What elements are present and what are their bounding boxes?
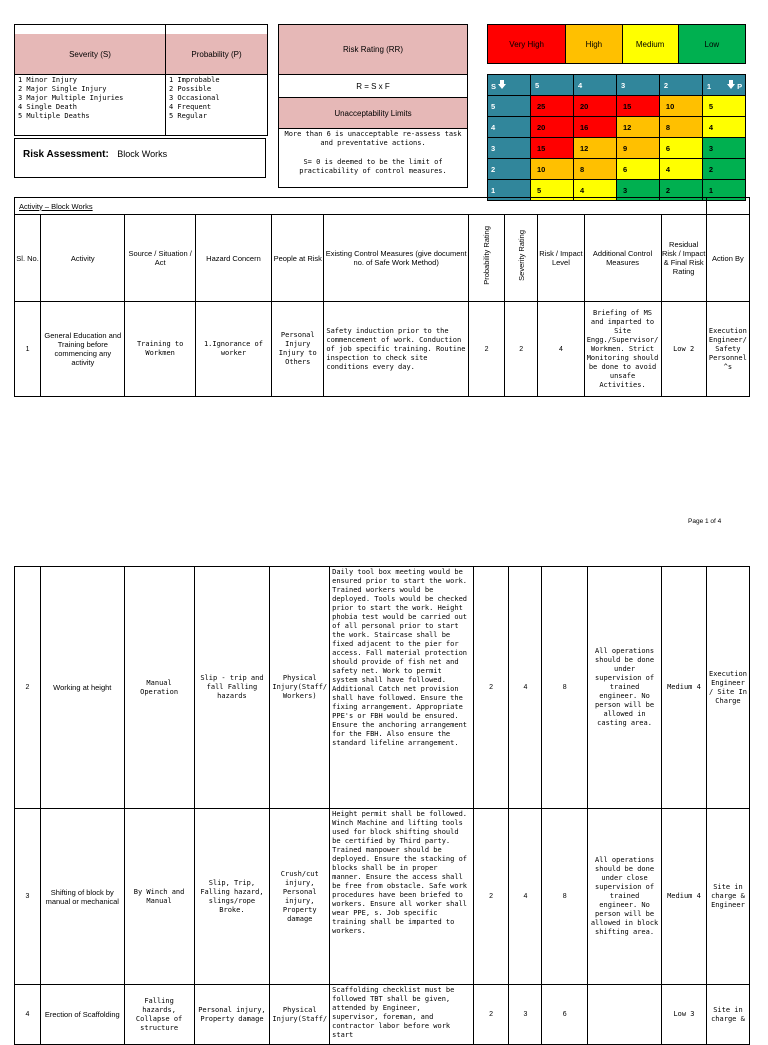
risk-legend — [487, 24, 746, 64]
severity-item: 3 Major Multiple Injuries — [18, 94, 124, 102]
matrix-cell: 5 — [702, 96, 745, 117]
matrix-cell: 15 — [616, 96, 659, 117]
col-sl-no: Sl. No. — [15, 215, 41, 302]
matrix-row-head: 4 — [488, 117, 531, 138]
legend-low: Low — [679, 25, 745, 63]
cell-source: Falling hazards, Collapse of structure — [124, 985, 194, 1045]
activity-table — [14, 197, 750, 397]
col-risk: Risk / Impact Level — [538, 215, 584, 302]
cell-hazard: Personal injury, Property damage — [194, 985, 270, 1045]
down-arrow-icon — [498, 82, 506, 91]
matrix-cell: 16 — [573, 117, 616, 138]
limit-text-1: More than 6 is unacceptable re-assess task and preventative actions. — [284, 130, 462, 147]
matrix-cell: 3 — [702, 138, 745, 159]
activity-title: Activity – Block Works — [15, 198, 707, 215]
matrix-cell: 6 — [616, 159, 659, 180]
risk-assessment-box — [14, 138, 266, 178]
matrix-cell: 2 — [659, 180, 702, 201]
matrix-cell: 8 — [659, 117, 702, 138]
probability-header — [165, 24, 268, 75]
matrix-cell: 5 — [530, 180, 573, 201]
col-controls: Existing Control Measures (give document no. of Safe Work Method) — [324, 215, 469, 302]
col-hazard: Hazard Concern — [195, 215, 271, 302]
matrix-col-head: 1 P — [702, 75, 745, 96]
col-residual: Residual Risk / Impact & Final Risk Rating — [661, 215, 706, 302]
matrix-cell: 12 — [616, 117, 659, 138]
cell-source: Manual Operation — [124, 567, 194, 809]
probability-label: Probability (P) — [166, 34, 267, 74]
matrix-row-head: 3 — [488, 138, 531, 159]
formula: R = S x F — [278, 74, 468, 98]
matrix-cell: 4 — [573, 180, 616, 201]
probability-list — [165, 74, 268, 136]
col-probability: Probability Rating — [482, 226, 492, 285]
matrix-col-head: 3 — [616, 75, 659, 96]
severity-item: 4 Single Death — [18, 103, 78, 111]
cell-probability: 2 — [473, 809, 509, 985]
cell-risk: 8 — [542, 809, 588, 985]
activity-table-page-2 — [14, 566, 750, 1045]
assessment-label: Risk Assessment: — [23, 149, 109, 160]
cell-no: 3 — [15, 809, 41, 985]
severity-item: 5 Multiple Deaths — [18, 112, 90, 120]
cell-severity: 4 — [509, 809, 542, 985]
cell-no: 2 — [15, 567, 41, 809]
probability-item: 1 Improbable — [169, 76, 220, 84]
table-row — [15, 567, 750, 809]
unacceptability-label: Unacceptability Limits — [278, 97, 468, 129]
col-additional: Additional Control Measures — [584, 215, 661, 302]
table-row — [15, 809, 750, 985]
cell-additional — [588, 985, 662, 1045]
table-row — [15, 985, 750, 1045]
matrix-cell: 4 — [702, 117, 745, 138]
table-row: 1 General Education and Training before commencing any activity Training to Workmen 1.Ignorance of worker Personal Injury Injury to Others Safety induction prior to the commencement of work. Conduction of job specific training. Routine inspection to check site conditions every day. 2 2 4 Briefing of MS and imparted to Site Engg./Supervisor/ Workmen. Strict Monitoring should be done to avoid unsafe Activities. Low 2 Execution Engineer/ Safety Personnel ^s — [15, 302, 750, 397]
cell-action: Site in charge & Engineer — [706, 809, 749, 985]
col-activity: Activity — [41, 215, 125, 302]
risk-matrix — [487, 74, 746, 201]
matrix-cell: 2 — [702, 159, 745, 180]
limits-box — [278, 128, 468, 188]
matrix-cell: 3 — [616, 180, 659, 201]
severity-label: Severity (S) — [15, 34, 165, 74]
probability-item: 5 Regular — [169, 112, 207, 120]
cell-hazard: Slip - trip and fall Falling hazards — [194, 567, 270, 809]
cell-hazard: Slip, Trip, Falling hazard, slings/rope Broke. — [194, 809, 270, 985]
cell-activity: Erection of Scaffolding — [40, 985, 124, 1045]
matrix-col-head: 4 — [573, 75, 616, 96]
cell-residual: Medium 4 — [662, 567, 707, 809]
probability-item: 4 Frequent — [169, 103, 212, 111]
matrix-cell: 6 — [659, 138, 702, 159]
legend-medium: Medium — [623, 25, 679, 63]
col-action: Action By — [706, 215, 749, 302]
cell-controls: Height permit shall be followed. Winch Machine and lifting tools used for block shifting should be certified by Third party. Trained manpower should be deployed. Ensure the stacking of blocks shall be in proper manner. Ensure the access shall be free from obstacle. Safe work procedures have been briefed to workers. Ensure all worker shall wear PPE, s. Job specific training shall be imparted to workers. — [330, 809, 474, 985]
cell-people: Physical Injury(Staff/ Workers) — [270, 567, 330, 809]
matrix-row-head: 1 — [488, 180, 531, 201]
severity-list — [14, 74, 166, 136]
cell-activity: Working at height — [40, 567, 124, 809]
probability-item: 3 Occasional — [169, 94, 220, 102]
severity-item: 1 Minor Injury — [18, 76, 78, 84]
cell-source: By Winch and Manual — [124, 809, 194, 985]
cell-people: Crush/cut injury, Personal injury, Property damage — [270, 809, 330, 985]
severity-item: 2 Major Single Injury — [18, 85, 107, 93]
matrix-cell: 20 — [573, 96, 616, 117]
cell-probability: 2 — [473, 985, 509, 1045]
cell-severity: 4 — [509, 567, 542, 809]
assessment-value: Block Works — [117, 149, 168, 159]
matrix-row-head: 5 — [488, 96, 531, 117]
matrix-cell: 20 — [530, 117, 573, 138]
cell-activity: Shifting of block by manual or mechanical — [40, 809, 124, 985]
cell-risk: 6 — [542, 985, 588, 1045]
cell-people: Physical Injury(Staff/ — [270, 985, 330, 1045]
matrix-col-head: 2 — [659, 75, 702, 96]
cell-controls: Scaffolding checklist must be followed TBT shall be given, attended by Engineer, supervisor, foreman, and contractor labor before work start — [330, 985, 474, 1045]
matrix-col-head: 5 — [530, 75, 573, 96]
cell-additional: All operations should be done under supervision of trained engineer. No person will be allowed in casting area. — [588, 567, 662, 809]
cell-action: Execution Engineer / Site In Charge — [706, 567, 749, 809]
cell-action: Site in charge & — [706, 985, 749, 1045]
matrix-cell: 9 — [616, 138, 659, 159]
risk-rating-label: Risk Rating (RR) — [278, 24, 468, 75]
matrix-cell: 15 — [530, 138, 573, 159]
cell-controls: Daily tool box meeting would be ensured prior to start the work. Trained workers would be deployed. Tools would be checked prior to start the work. Height phobia test would be carried out of all personal prior to start the work. Staircase shall be fixed adjacent to the pier for access. Fall material protection should provide of fish net and safety net. Work to permit system shall have followed. Additional Catch net provision shall have followed. Ensure the fixing arrangement. Appropriate PPE's or FBH would be ensured. Ensure the anchoring arrangement for the FBH. Also ensure the standard lifeline arrangement. — [330, 567, 474, 809]
probability-item: 2 Possible — [169, 85, 212, 93]
matrix-cell: 10 — [530, 159, 573, 180]
limit-text-2: S= 0 is deemed to be the limit of practicability of control measures. — [299, 158, 447, 175]
col-severity: Severity Rating — [516, 230, 526, 281]
matrix-cell: 8 — [573, 159, 616, 180]
cell-severity: 3 — [509, 985, 542, 1045]
matrix-cell: 4 — [659, 159, 702, 180]
severity-header — [14, 24, 166, 75]
cell-probability: 2 — [473, 567, 509, 809]
matrix-cell: 12 — [573, 138, 616, 159]
page-label: Page 1 of 4 — [688, 518, 722, 525]
cell-risk: 8 — [542, 567, 588, 809]
down-arrow-icon — [727, 82, 735, 91]
matrix-cell: 10 — [659, 96, 702, 117]
cell-additional: All operations should be done under close supervision of trained engineer. No person will be allowed in block shifting area. — [588, 809, 662, 985]
cell-residual: Low 3 — [662, 985, 707, 1045]
col-people: People at Risk — [272, 215, 324, 302]
cell-no: 4 — [15, 985, 41, 1045]
cell-residual: Medium 4 — [662, 809, 707, 985]
matrix-row-head: 2 — [488, 159, 531, 180]
matrix-cell: 25 — [530, 96, 573, 117]
legend-very-high: Very High — [488, 25, 566, 63]
matrix-cell: 1 — [702, 180, 745, 201]
col-source: Source / Situation / Act — [125, 215, 195, 302]
severity-axis-head: S — [488, 75, 531, 96]
legend-high: High — [566, 25, 622, 63]
